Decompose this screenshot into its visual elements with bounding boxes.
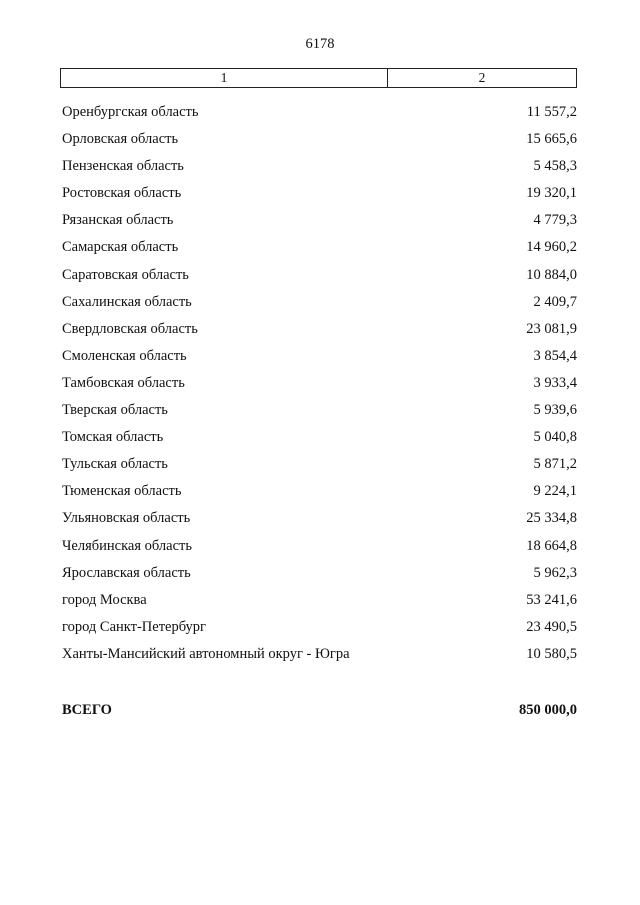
table-row: [62, 289, 577, 316]
table-row: [62, 533, 577, 560]
table-row: [62, 505, 577, 532]
table-row: [62, 370, 577, 397]
region-value: 23 490,5: [526, 618, 577, 635]
region-value: 4 779,3: [533, 212, 577, 229]
region-name: Тверская область: [62, 402, 168, 419]
table-row: [62, 180, 577, 207]
table-row: [62, 641, 577, 668]
table-row: [62, 478, 577, 505]
region-name: город Москва: [62, 591, 147, 608]
region-value: 19 320,1: [526, 185, 577, 202]
region-value: 18 664,8: [526, 537, 577, 554]
region-value: 23 081,9: [526, 320, 577, 337]
table-row: [62, 397, 577, 424]
region-value: 5 040,8: [533, 429, 577, 446]
total-value: 850 000,0: [519, 702, 577, 718]
region-value: 5 962,3: [533, 564, 577, 581]
region-value: 9 224,1: [533, 483, 577, 500]
region-name: Саратовская область: [62, 266, 189, 283]
region-value: 53 241,6: [526, 591, 577, 608]
region-value: 5 939,6: [533, 402, 577, 419]
region-name: Томская область: [62, 429, 164, 446]
table-row: [62, 614, 577, 641]
region-name: Тюменская область: [62, 483, 182, 500]
region-name: Орловская область: [62, 131, 179, 148]
region-name: город Санкт-Петербург: [62, 618, 207, 635]
region-value: 3 933,4: [533, 374, 577, 391]
column-header-1: 1: [61, 69, 388, 87]
region-name: Смоленская область: [62, 347, 187, 364]
table-row: [62, 316, 577, 343]
table-row: [62, 153, 577, 180]
region-name: Тульская область: [62, 456, 168, 473]
table-row: [62, 451, 577, 478]
region-name: Рязанская область: [62, 212, 174, 229]
table-row: [62, 587, 577, 614]
table-row: [62, 262, 577, 289]
table-row: [62, 560, 577, 587]
region-value: 5 871,2: [533, 456, 577, 473]
region-name: Ульяновская область: [62, 510, 191, 527]
region-name: Самарская область: [62, 239, 179, 256]
region-name: Пензенская область: [62, 158, 184, 175]
region-name: Ярославская область: [62, 564, 191, 581]
region-value: 5 458,3: [533, 158, 577, 175]
table-row: [62, 126, 577, 153]
total-label: ВСЕГО: [62, 702, 112, 718]
region-name: Челябинская область: [62, 537, 192, 554]
region-value: 2 409,7: [533, 293, 577, 310]
region-name: Свердловская область: [62, 320, 198, 337]
region-name: Ростовская область: [62, 185, 182, 202]
table-row: [62, 424, 577, 451]
region-name: Тамбовская область: [62, 374, 185, 391]
table-row: [62, 207, 577, 234]
page-number: 6178: [305, 36, 335, 52]
region-value: 11 557,2: [526, 104, 577, 120]
region-name: Ханты-Мансийский автономный округ - Югра: [62, 645, 350, 662]
total-row: [62, 697, 577, 724]
table-row: [62, 99, 577, 126]
column-header-2: 2: [478, 70, 486, 85]
region-value: 10 580,5: [526, 645, 577, 662]
region-value: 10 884,0: [526, 266, 577, 283]
region-value: 25 334,8: [526, 510, 577, 527]
region-name: Оренбургская область: [62, 104, 199, 120]
table-row: [62, 343, 577, 370]
table-header: [60, 68, 577, 88]
table-row: [62, 234, 577, 261]
region-name: Сахалинская область: [62, 293, 192, 310]
region-value: 14 960,2: [526, 239, 577, 256]
region-value: 3 854,4: [533, 347, 577, 364]
table-body: [62, 99, 577, 668]
region-value: 15 665,6: [526, 131, 577, 148]
